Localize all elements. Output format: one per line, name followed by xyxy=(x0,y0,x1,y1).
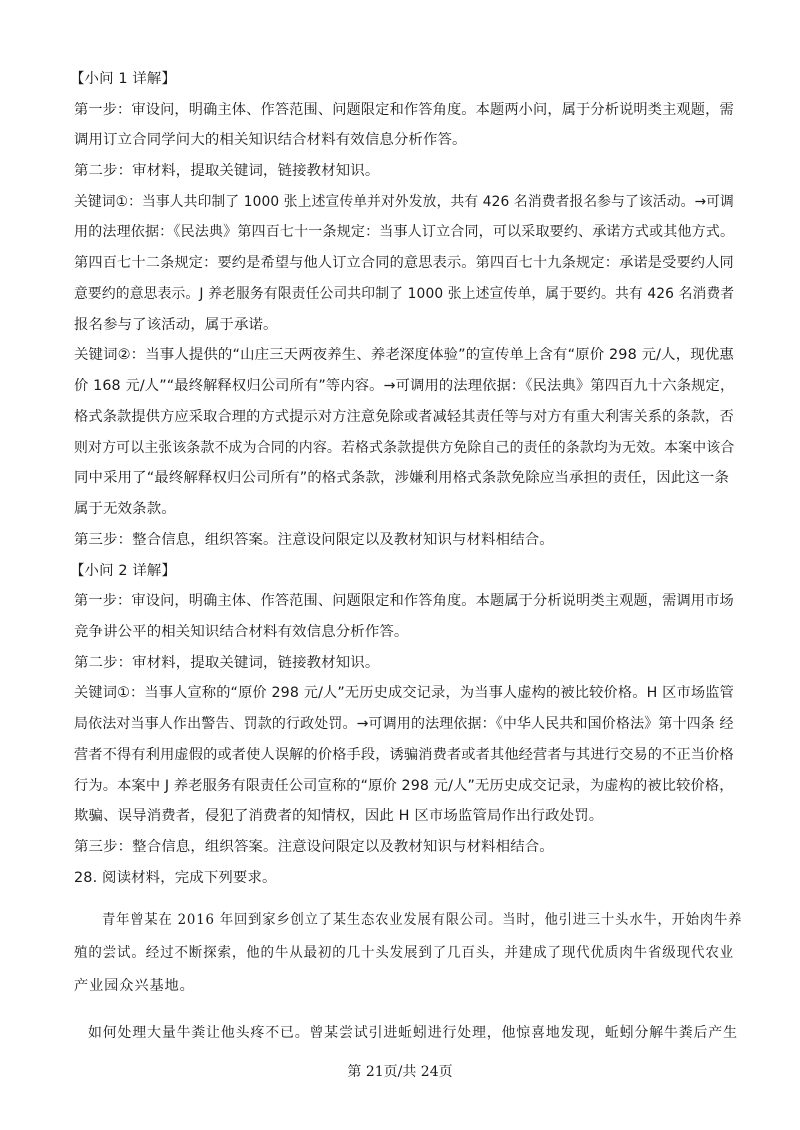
paragraph-line: 第一步：审设问，明确主体、作答范围、问题限定和作答角度。本题两小问，属于分析说明类主观题，需 xyxy=(74,102,734,118)
paragraph-line: 格式条款提供方应采取合理的方式提示对方注意免除或者减轻其责任等与对方有重大利害关系的条款，否 xyxy=(74,409,734,425)
paragraph-line: 第四百七十二条规定：要约是希望与他人订立合同的意思表示。第四百七十九条规定：承诺是受要约人同 xyxy=(74,255,734,271)
paragraph-line: 营者不得有利用虚假的或者使人误解的价格手段，诱骗消费者或者其他经营者与其进行交易的不正当价格 xyxy=(74,747,734,763)
paragraph-line: 则对方可以主张该条款不成为合同的内容。若格式条款提供方免除自己的责任的条款均为无效。本案中该合 xyxy=(74,440,735,456)
material-line: 青年曾某在 2016 年回到家乡创立了某生态农业发展有限公司。当时，他引进三十头水牛，开始肉牛养 xyxy=(102,912,743,928)
paragraph-line: 竞争讲公平的相关知识结合材料有效信息分析作答。 xyxy=(74,624,409,640)
subquestion-2-heading: 【小问 2 详解】 xyxy=(70,563,176,579)
paragraph-line: 调用订立合同学问大的相关知识结合材料有效信息分析作答。 xyxy=(74,132,467,148)
subquestion-1-heading: 【小问 1 详解】 xyxy=(70,71,176,87)
paragraph-line: 意要约的意思表示。J 养老服务有限责任公司共印制了 1000 张上述宣传单，属于要约。共有 426 名消费者 xyxy=(74,286,735,302)
paragraph-line: 行为。本案中 J 养老服务有限责任公司宣称的“原价 298 元/人”无历史成交记录，为虚构的被比较价格， xyxy=(74,778,734,794)
material-line: 如何处理大量牛粪让他头疼不已。曾某尝试引进蚯蚓进行处理，他惊喜地发现，蚯蚓分解牛粪后产生 xyxy=(88,1025,738,1041)
paragraph-line: 用的法理依据：《民法典》第四百七十一条规定：当事人订立合同，可以采取要约、承诺方式或其他方式。 xyxy=(74,224,735,240)
material-line: 产业园众兴基地。 xyxy=(74,978,195,994)
material-line: 殖的尝试。经过不断探索，他的牛从最初的几十头发展到了几百头，并建成了现代优质肉牛省级现代农业 xyxy=(74,945,735,961)
paragraph-line: 价 168 元/人”“最终解释权归公司所有”等内容。→可调用的法理依据：《民法典》第四百九十六条规定， xyxy=(74,378,735,394)
paragraph-line: 关键词①：当事人宣称的“原价 298 元/人”无历史成交记录，为当事人虚构的被比较价格。H 区市场监管 xyxy=(74,685,734,701)
page-number-footer: 第 21页/共 24页 xyxy=(347,1064,453,1080)
paragraph-line: 属于无效条款。 xyxy=(74,501,176,517)
paragraph-line: 关键词②：当事人提供的“山庄三天两夜养生、养老深度体验”的宣传单上含有“原价 298 元/人，现优惠 xyxy=(74,347,734,363)
paragraph-line: 第一步：审设问，明确主体、作答范围、问题限定和作答角度。本题属于分析说明类主观题，需调用市场 xyxy=(74,593,734,609)
question-28-title: 28. 阅读材料，完成下列要求。 xyxy=(74,870,277,886)
paragraph-line: 关键词①：当事人共印制了 1000 张上述宣传单并对外发放，共有 426 名消费者报名参与了该活动。→可调 xyxy=(74,194,734,210)
paragraph-line: 局依法对当事人作出警告、罚款的行政处罚。→可调用的法理依据：《中华人民共和国价格法》第十四条 经 xyxy=(74,716,734,732)
paragraph-line: 报名参与了该活动，属于承诺。 xyxy=(74,317,278,333)
paragraph-line: 第三步：整合信息，组织答案。注意设问限定以及教材知识与材料相结合。 xyxy=(74,839,554,855)
paragraph-line: 欺骗、误导消费者，侵犯了消费者的知情权，因此 H 区市场监管局作出行政处罚。 xyxy=(74,808,604,824)
paragraph-line: 第三步：整合信息，组织答案。注意设问限定以及教材知识与材料相结合。 xyxy=(74,532,554,548)
paragraph-line: 同中采用了“最终解释权归公司所有”的格式条款，涉嫌利用格式条款免除应当承担的责任，因此这一条 xyxy=(74,470,730,486)
paragraph-line: 第二步：审材料，提取关键词，链接教材知识。 xyxy=(74,163,380,179)
paragraph-line: 第二步：审材料，提取关键词，链接教材知识。 xyxy=(74,655,380,671)
